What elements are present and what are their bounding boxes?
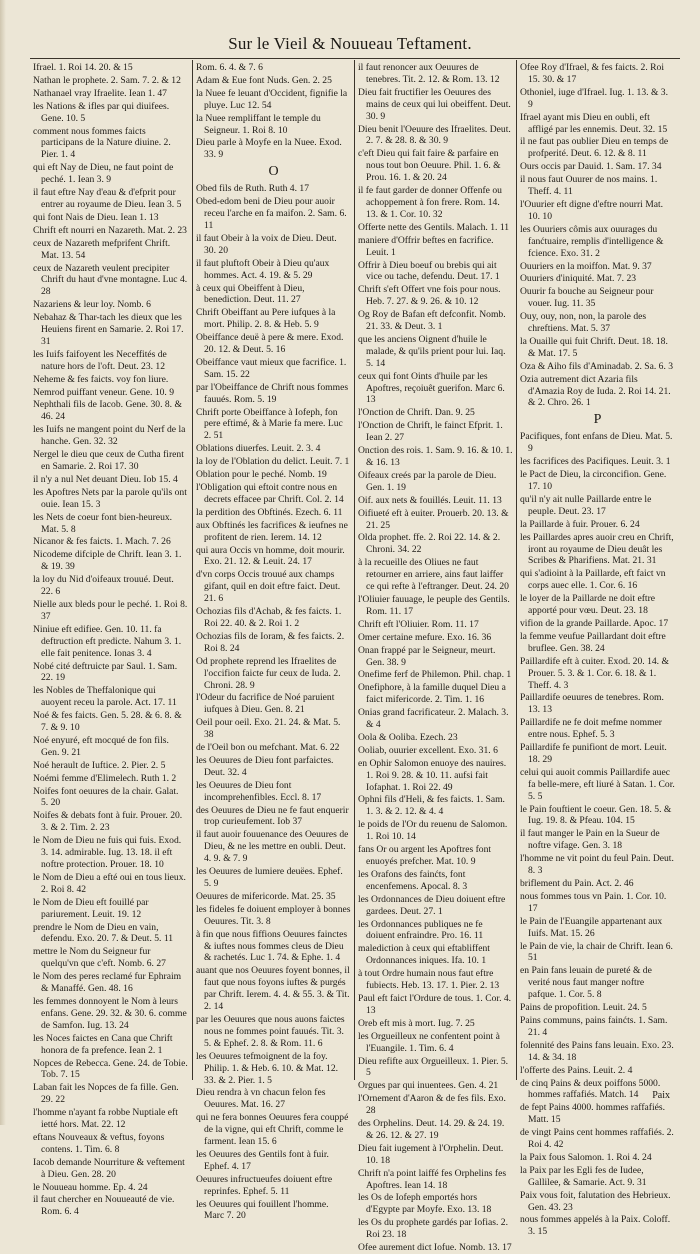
index-entry: Paillardife oeuures de tenebres. Rom. 13. 13 (520, 692, 664, 716)
index-entry: Orgues par qui inuentees. Gen. 4. 21 (358, 1080, 499, 1092)
index-entry: folennité des Pains fans leuain. Exo. 23. 14. & 34. 18 (520, 1039, 674, 1063)
index-entry: le Nom de Dieu ne fuis qui fuis. Exod. 3. 14. admirable. Iug. 13. 18. il eft noftre protection. Prouer. 18. 10 (33, 835, 182, 870)
index-entry: Oif. aux nets & fouillés. Leuit. 11. 13 (358, 494, 502, 506)
index-entry: celui qui auoit commis Paillardife auec fa belle-mere, eft liuré à Satan. 1. Cor. 5. 5 (520, 766, 675, 802)
index-entry: Nicanor & fes faicts. 1. Mach. 7. 26 (33, 536, 171, 548)
index-entry: Ochozias fils de Ioram, & fes faicts. 2. Roi 8. 24 (196, 630, 345, 654)
index-entry: par l'Obeiffance de Chrift nous fommes fauués. Rom. 5. 19 (196, 381, 349, 405)
index-entry: Nergel le dieu que ceux de Cutha firent en Samarie. 2. Roi 17. 30 (33, 449, 184, 472)
index-entry: les Oeuures tefmoignent de la foy. Philip. 1. & Heb. 6. 10. & Mat. 12. 33. & 2. Pier. 1. 5 (196, 1050, 339, 1086)
index-entry: Noifes & debats font à fuir. Prouer. 20. 3. & 2. Tim. 2. 23 (33, 810, 183, 834)
index-entry: Onefime ferf de Philemon. Phil. chap. 1 (358, 669, 512, 681)
catchword: Paix (652, 1090, 670, 1101)
index-entry: il faut manger le Pain en la Sueur de noftre vifage. Gen. 3. 18 (520, 828, 660, 852)
index-entry: les Nets de coeur font bien-heureux. Mat. 5. 8 (33, 511, 173, 535)
index-entry: les facrifices des Pacifiques. Leuit. 3. 1 (520, 456, 671, 468)
index-entry: des Oeuures de Dieu ne fe faut enquerir trop curieufement. Iob 37 (196, 804, 349, 828)
index-entry: Offerte nette des Gentils. Malach. 1. 11 (358, 221, 510, 233)
index-entry: Oblations diuerfes. Leuit. 2. 3. 4 (196, 443, 321, 455)
index-entry: en Pain fans leuain de pureté & de verité nous faut manger noftre pafque. 1. Cor. 5. 8 (520, 965, 652, 1001)
index-entry: Noé & fes faicts. Gen. 5. 28. & 6. 8. & 7. & 9. 10 (33, 710, 182, 734)
index-entry: Paillardife fe punifiont de mort. Leuit. 18. 29 (520, 742, 667, 765)
index-entry: qui font Nais de Dieu. Iean 1. 13 (33, 211, 159, 223)
index-entry: Oblation pour le peché. Nomb. 19 (196, 469, 327, 481)
index-entry: les Orgueilleux ne confentent point à l'Euangile. 1. Tim. 6. 4 (358, 1030, 500, 1054)
index-entry: Nielle aux bleds pour le peché. 1. Roi 8. 37 (33, 598, 188, 622)
index-entry: l'homme ne vit point du feul Pain. Deut. 8. 3 (520, 853, 674, 877)
index-entry: Laban fait les Nopces de fa fille. Gen. 29. 22 (33, 1082, 179, 1106)
index-entry: Chrift Obeiffant au Pere iufques à la mort. Philip. 2. 8. & Heb. 5. 9 (196, 307, 336, 331)
index-entry: le Nom de Dieu eft fouillé par pariurement. Leuit. 19. 12 (33, 896, 149, 920)
index-entry: la Paix fous Salomon. 1. Roi 4. 24 (520, 1151, 652, 1163)
index-entry: Oifeaux creés par la parole de Dieu. Gen. 1. 19 (358, 469, 497, 493)
index-entry: à tout Ordre humain nous faut eftre fubiects. Heb. 13. 17. 1. Pier. 2. 13 (358, 968, 500, 992)
index-entry: le poids de l'Or du reuenu de Salomon. 1. Roi 10. 14 (358, 819, 508, 843)
index-entry: Iacob demande Nourriture & veftement à Dieu. Gen. 28. 20 (33, 1156, 185, 1180)
column-divider (192, 60, 193, 1080)
index-entry: de vingt Pains cent hommes raffafiés. 2. Roi 4. 42 (520, 1127, 674, 1151)
index-entry: les Nations & ifles par qui diuifees. Gene. 10. 5 (33, 100, 170, 124)
index-column-3 (358, 62, 513, 1254)
index-entry: le Pain de l'Euangile appartenant aux Iuifs. Mat. 15. 26 (520, 915, 663, 939)
index-entry: les Oeuures des Gentils font à fuir. Ephef. 4. 17 (196, 1148, 329, 1172)
index-entry: Onefiphore, à la famille duquel Dieu a faict mifericorde. 2. Tim. 1. 16 (358, 682, 506, 706)
index-entry: nous fommes tous vn Pain. 1. Cor. 10. 17 (520, 890, 667, 914)
index-entry: il faut eftre Nay d'eau & d'efprit pour entrer au royaume de Dieu. Iean 3. 5 (33, 187, 182, 210)
index-entry: Oeuures de mifericorde. Mat. 25. 35 (196, 890, 336, 902)
index-entry: qui eft Nay de Dieu, ne faut point de peché. 1. Iean 3. 9 (33, 162, 174, 186)
index-entry: Chrift eft l'Oliuier. Rom. 11. 17 (358, 618, 479, 630)
index-entry: Paillardife eft à cuiter. Exod. 20. 14. & Prouer. 5. 3. & 1. Cor. 6. 18. & 1. Theff. 4. 3 (520, 655, 669, 691)
index-entry: des Orphelins. Deut. 14. 29. & 24. 19. & 26. 12. & 27. 19 (358, 1118, 505, 1141)
index-entry: Chrift s'eft Offert vne fois pour nous. Heb. 7. 27. & 9. 26. & 10. 12 (358, 284, 501, 308)
index-entry: les femmes donnoyent le Nom à leurs enfans. Gene. 29. 32. & 30. 6. comme de Samfon. Iug. 13. 24 (33, 995, 187, 1031)
index-entry: de cinq Pains & deux poiffons 5000. hommes raffafiés. Match. 14 (520, 1077, 661, 1101)
index-entry: Noé herault de Iuftice. 2. Pier. 2. 5 (33, 759, 166, 771)
index-entry: le Nouueau homme. Ep. 4. 24 (33, 1181, 148, 1193)
index-entry: Paix vous foit, falutation des Hebrieux. Gen. 43. 23 (520, 1189, 671, 1213)
index-entry: il fe faut garder de donner Offenfe ou achoppement à fon frere. Rom. 14. 13. & 1. Cor. 10. 32 (358, 185, 502, 220)
index-entry: Nemrod puiffant veneur. Gene. 10. 9 (33, 386, 175, 398)
index-entry: les Iuifs faifoyent les Neceffités de nature hors de l'oft. Deut. 23. 12 (33, 348, 167, 372)
index-entry: la loy de l'Oblation du delict. Leuit. 7. 1 (196, 456, 350, 468)
index-entry: les Orafons des fainćts, font encenfemens. Apocal. 8. 3 (358, 868, 468, 892)
index-entry: la Paix par les Egli fes de Iudee, Gallilee, & Samarie. Act. 9. 31 (520, 1164, 647, 1188)
index-entry: le Pain de vie, la chair de Chrift. Iean 6. 51 (520, 940, 673, 964)
index-entry: en Ophir Salomon enuoye des nauires. 1. Roi 9. 28. & 10. 11. aufsi fait Iofaphat. 1. Roi 22. 49 (358, 757, 507, 793)
index-entry: Ofee aurement dict Iofue. Nomb. 13. 17 (358, 1242, 512, 1254)
index-entry: Onan frappé par le Seigneur, meurt. Gen. 38. 9 (358, 644, 496, 668)
index-entry: il faut pluftoft Obeir à Dieu qu'aux hommes. Act. 4. 19. & 5. 29 (196, 257, 330, 281)
index-entry: Nathanael vray Ifraelite. Iean 1. 47 (33, 87, 167, 99)
index-entry: le loyer de la Paillarde ne doit eftre apporté pour vœu. Deut. 23. 18 (520, 593, 656, 617)
index-entry: Oifiueté eft à euiter. Prouerb. 20. 13. & 21. 25 (358, 507, 509, 531)
index-entry: Paul eft faict l'Ordure de tous. 1. Cor. 4. 13 (358, 992, 512, 1016)
index-entry: l'offerte des Pains. Leuit. 2. 4 (520, 1064, 633, 1076)
index-entry: la femme veufue Paillardant doit eftre bruflee. Gen. 38. 24 (520, 630, 666, 654)
index-entry: Obeiffance deuë à pere & mere. Exod. 20. 12. & Deut. 5. 16 (196, 332, 344, 356)
index-entry: Nephthali fils de Iacob. Gene. 30. 8. & 46. 24 (33, 399, 182, 423)
index-entry: les Nobles de Theffalonique qui auoyent receu la parole. Act. 17. 11 (33, 685, 177, 709)
index-entry: l'Ouurier eft digne d'eftre nourri Mat. 10. 10 (520, 198, 664, 222)
index-entry: Dieu parle à Moyfe en la Nuee. Exod. 33. 9 (196, 137, 342, 161)
index-entry: Ouuriers d'iniquité. Mat. 7. 23 (520, 273, 637, 285)
index-entry: qui s'adioint à la Paillarde, eft faict vn corps auec elle. 1. Cor. 6. 16 (520, 568, 666, 592)
index-entry: les Noces faictes en Cana que Chrift honora de fa prefence. Iean 2. 1 (33, 1032, 173, 1056)
index-entry: que les anciens Oignent d'huile le malade, & qu'ils prient pour lui. Iaq. 5. 14 (358, 333, 506, 369)
index-entry: il nous faut Ouurer de nos mains. 1. Theff. 4. 11 (520, 174, 658, 198)
index-entry: Nicodeme difciple de Chrift. Iean 3. 1. & 19. 39 (33, 549, 182, 573)
index-entry: les Oeuures de Dieu font incomprehenfibles. Eccl. 8. 17 (196, 779, 322, 803)
index-entry: Niniue eft edifiee. Gen. 10. 11. fa deftruction eft predicte. Nahum 3. 1. elle fait penitence. Ionas 3. 4 (33, 623, 182, 659)
index-entry: Chrift n'a point laiffé fes Orphelins fes Apoftres. Iean 14. 18 (358, 1167, 507, 1191)
index-entry: fans Or ou argent les Apoftres font enuoyés prefcher. Mat. 10. 9 (358, 844, 492, 867)
index-entry: Ouy, ouy, non, non, la parole des chreftiens. Mat. 5. 37 (520, 311, 647, 335)
index-entry: il faut auoir fouuenance des Oeuures de Dieu, & ne les mettre en oubli. Deut. 4. 9. & 7. 9 (196, 829, 349, 865)
index-entry: les Os du prophete gardés par Iofias. 2. Roi 23. 18 (358, 1217, 508, 1241)
index-entry: c'eft Dieu qui fait faire & parfaire en nous tout bon Oeuure. Phil. 1. 6. & Prou. 16. 1. & 20. 24 (358, 148, 501, 184)
index-entry: Ochozias fils d'Achab, & fes faicts. 1. Roi 22. 40. & 2. Roi 1. 2 (196, 606, 342, 629)
index-entry: Ophni fils d'Heli, & fes faicts. 1. Sam. 1. 3. & 2. 12. & 4. 4 (358, 794, 505, 818)
index-entry: Offrir à Dieu boeuf ou brebis qui ait vice ou tache, defendu. Deut. 17. 1 (358, 259, 500, 283)
index-entry: Noémi femme d'Elimelech. Ruth 1. 2 (33, 772, 177, 784)
index-entry: Chrift eft nourri en Nazareth. Mat. 2. 23 (33, 224, 187, 236)
index-entry: Ifrael ayant mis Dieu en oubli, eft affligé par les ennemis. Deut. 32. 15 (520, 111, 668, 135)
index-entry: l'homme n'ayant fa robbe Nuptiale eft ietté hors. Mat. 22. 12 (33, 1107, 178, 1131)
index-entry: Paillardife ne fe doit mefme nommer entre nous. Ephef. 5. 3 (520, 717, 662, 741)
index-entry: Chrift porte Obeiffance à Iofeph, fon pere eftimé, & à Marie fa mere. Luc 2. 51 (196, 406, 343, 442)
index-entry: Othoniel, iuge d'Ifrael. Iug. 1. 13. & 3. 9 (520, 86, 669, 110)
index-entry: l'Odeur du facrifice de Noé paruient iufques à Dieu. Gen. 8. 21 (196, 692, 335, 716)
index-entry: il faut renoncer aux Oeuures de tenebres. Tit. 2. 12. & Rom. 13. 12 (358, 62, 500, 85)
index-entry: Neheme & fes faicts. voy fon liure. (33, 373, 169, 385)
index-entry: Rom. 6. 4. & 7. 6 (196, 62, 263, 73)
index-entry: Pains de propofition. Leuit. 24. 5 (520, 1002, 647, 1014)
index-entry: Nebahaz & Thar-tach les dieux que les Heuiens firent en Samarie. 2. Roi 17. 31 (33, 312, 184, 347)
index-entry: auant que nos Oeuures foyent bonnes, il faut que nous foyons iuftes & purgés par Chrift. Ierem. 4. 4. & 55. 3. & Tit. 2. 14 (196, 965, 350, 1013)
index-column-1 (33, 62, 188, 1218)
header-rule (30, 58, 680, 59)
index-entry: Nopces de Rebecca. Gene. 24. de Tobie. Tob. 7. 15 (33, 1057, 188, 1081)
index-entry: les Os de Iofeph emportés hors d'Egypte par Moyfe. Exo. 13. 18 (358, 1192, 492, 1216)
index-entry: ceux de Nazareth veulent precipiter Chrift du haut d'vne montagne. Luc 4. 28 (33, 262, 188, 298)
index-entry: les Apoftres Nets par la parole qu'ils ont ouie. Iean 15. 3 (33, 486, 187, 510)
index-entry: qui ne fera bonnes Oeuures fera couppé de la vigne, qui eft Chrift, comme le farment. Iean 15. 6 (196, 1112, 349, 1148)
index-entry: de l'Oeil bon ou mefchant. Mat. 6. 22 (196, 742, 340, 754)
index-entry: vifion de la grande Paillarde. Apoc. 17 (520, 617, 669, 629)
index-entry: il n'y a nul Net deuant Dieu. Iob 15. 4 (33, 473, 178, 485)
index-entry: Adam & Eue font Nuds. Gen. 2. 25 (196, 74, 332, 86)
index-entry: mettre le Nom du Seigneur fur quelqu'vn que c'eft. Nomb. 6. 27 (33, 946, 166, 970)
index-entry: Og Roy de Bafan eft defconfit. Nomb. 21. 33. & Deut. 3. 1 (358, 309, 506, 333)
section-letter: P (593, 412, 602, 428)
index-entry: ceux qui font Oints d'huile par les Apoftres, reçoiuêt guerifon. Marc 6. 13 (358, 370, 505, 406)
index-entry: Olda prophet. ffe. 2. Roi 22. 14. & 2. Chroni. 34. 22 (358, 532, 501, 556)
index-entry: Ours occis par Dauid. 1. Sam. 17. 34 (520, 161, 662, 173)
index-entry: Oeuures infructueufes doiuent eftre reprinfes. Ephef. 5. 11 (196, 1173, 333, 1197)
index-entry: il ne faut pas oublier Dieu en temps de profperité. Deut. 6. 12. & 8. 11 (520, 136, 669, 160)
index-entry: le Nom de Dieu a efté oui en tous lieux. 2. Roi 8. 42 (33, 871, 186, 895)
index-entry: la Nuee rempliffant le temple du Seigneur. 1. Roi 8. 10 (196, 112, 321, 136)
index-entry: Ifrael. 1. Roi 14. 20. & 15 (33, 62, 133, 73)
index-entry: par les Oeuures que nous auons faictes nous ne fommes point fauués. Tit. 3. 5. & Ephef. 2. 8. & Rom. 11. 6 (196, 1013, 345, 1049)
index-entry: eftans Nouveaux & veftus, foyons contens. 1. Tim. 6. 8 (33, 1131, 165, 1155)
index-entry: nous fommes appelés à la Paix. Coloff. 3. 15 (520, 1214, 671, 1238)
index-entry: Obed-edom beni de Dieu pour auoir receu l'arche en fa maifon. 2. Sam. 6. 11 (196, 196, 347, 231)
index-entry: Ozia autrement dict Azaria fils d'Amazia Roy de Iuda. 2. Roi 14. 21. & 2. Chro. 26. 1 (520, 373, 671, 409)
index-entry: Ooliab, ouurier excellent. Exo. 31. 6 (358, 744, 498, 756)
index-entry: il faut chercher en Nouueauté de vie. Rom. 6. 4 (33, 1194, 175, 1218)
index-entry: Nazariens & leur loy. Nomb. 6 (33, 299, 151, 311)
index-entry: l'Oliuier fauuage, le peuple des Gentils. Rom. 11. 17 (358, 593, 510, 617)
index-entry: il faut Obeir à la voix de Dieu. Deut. 30. 20 (196, 232, 337, 256)
index-entry: comment nous fommes faicts participans de la Nature diuine. 2. Pier. 1. 4 (33, 125, 171, 161)
index-entry: la loy du Nid d'oifeaux trouué. Deut. 22. 6 (33, 574, 174, 598)
index-entry: les Oeuures de lumiere deuëes. Ephef. 5. 9 (196, 866, 343, 889)
page-edge-shadow (0, 0, 6, 1125)
running-header: Sur le Vieil & Nouueau Teftament. (228, 34, 472, 53)
index-entry: prendre le Nom de Dieu en vain, defendu. Exo. 20. 7. & Deut. 5. 11 (33, 921, 174, 945)
index-entry: les Oeuures qui fouillent l'homme. Marc 7. 20 (196, 1198, 329, 1222)
index-entry: Noifes font oeuures de la chair. Galat. 5. 20 (33, 785, 179, 809)
index-entry: briflement du Pain. Act. 2. 46 (520, 878, 634, 889)
index-entry: Oola & Ooliba. Ezech. 23 (358, 731, 458, 743)
index-entry: l'Onction de Chrift, le fainct Efprit. 1. Iean 2. 27 (358, 420, 503, 444)
index-entry: Onction des rois. 1. Sam. 9. 16. & 10. 1. & 16. 13 (358, 445, 513, 468)
index-entry: Omer certaine mefure. Exo. 16. 36 (358, 631, 492, 643)
section-letter: O (268, 164, 279, 180)
index-entry: de fept Pains 4000. hommes raffafiés. Matt. 15 (520, 1102, 666, 1126)
index-entry: la Ouaille qui fuit Chrift. Deut. 18. 18. & Mat. 17. 5 (520, 335, 668, 359)
index-entry: le Pain fouftient le coeur. Gen. 18. 5. & Iug. 19. 8. & Pfeau. 104. 15 (520, 803, 672, 827)
index-entry: à la recueille des Oliues ne faut retourner en arriere, ains faut laiffer ce qui refte à l'eftranger. Deut. 24. 20 (358, 557, 509, 593)
index-entry: les Oeuures de Dieu font parfaictes. Deut. 32. 4 (196, 754, 334, 778)
index-entry: à fin que nous fiffions Oeuures fainctes & iuftes nous fommes cleus de Dieu & rachetés. Luc 1. 74. & Ephe. 1. 4 (196, 928, 348, 964)
index-entry: les Ouuriers cômis aux ouurages du fanćtuaire, remplis d'intelligence & fcience. Exo. 31. 2 (520, 223, 664, 259)
index-column-4 (520, 62, 675, 1238)
index-entry: Oreb eft mis à mort. Iug. 7. 25 (358, 1017, 475, 1029)
index-entry: le Nom des peres reclamé fur Ephraim & Manaffé. Gen. 48. 16 (33, 971, 182, 995)
index-entry: l'Obligation qui eftoit contre nous en decrets effacee par Chrift. Col. 2. 14 (196, 482, 344, 505)
index-entry: Ouurir fa bouche au Seigneur pour vouer. Iug. 11. 35 (520, 286, 654, 310)
index-entry: les Paillardes apres auoir creu en Chrift, iront au royaume de Dieu deuât les Scribes & Pharifiens. Mat. 21. 31 (520, 531, 674, 567)
index-entry: Pains communs, pains fainćts. 1. Sam. 21. 4 (520, 1014, 668, 1038)
index-entry: Dieu rendra à vn chacun felon fes Oeuures. Mat. 16. 27 (196, 1087, 326, 1111)
index-entry: les Iuifs ne mangent point du Nerf de la hanche. Gen. 32. 32 (33, 424, 186, 448)
index-entry: Ouuriers en la moiffon. Mat. 9. 37 (520, 260, 652, 272)
index-entry: Oeil pour oeil. Exo. 21. 24. & Mat. 5. 38 (196, 717, 341, 741)
index-entry: les fideles fe doiuent employer à bonnes Oeuures. Tit. 3. 8 (196, 903, 351, 927)
index-entry: malediction à ceux qui eftabliffent Ordonnances iniques. Ifa. 10. 1 (358, 943, 490, 967)
index-entry: Nathan le prophete. 2. Sam. 7. 2. & 12 (33, 74, 181, 86)
index-entry: Dieu benit l'Oeuure des Ifraelites. Deut. 2. 7. & 28. 8. & 30. 9 (358, 123, 511, 147)
index-entry: Noé enyuré, eft mocqué de fon fils. Gen. 9. 21 (33, 734, 169, 758)
column-divider (516, 60, 517, 1080)
index-entry: la Nuee fe leuant d'Occident, fignifie la pluye. Luc 12. 54 (196, 87, 348, 111)
index-entry: les Ordonnances publiques ne fe doiuent enfraindre. Pro. 16. 11 (358, 918, 484, 942)
index-entry: qui aura Occis vn homme, doit mourir. Exo. 21. 12. & Leuit. 24. 17 (196, 544, 345, 568)
index-entry: Obed fils de Ruth. Ruth 4. 17 (196, 183, 309, 195)
column-divider (354, 60, 355, 1080)
index-entry: la perdition des Obftinés. Ezech. 6. 11 (196, 506, 343, 518)
index-entry: Dieu fait fructifier les Oeuures des mains de ceux qui lui obeiffent. Deut. 30. 9 (358, 86, 511, 122)
index-entry: l'Ornement d'Aaron & de fes fils. Exo. 28 (358, 1093, 506, 1117)
index-entry: qu'il n'y ait nulle Paillarde entre le peuple. Deut. 23. 17 (520, 493, 652, 517)
index-entry: Pacifiques, font enfans de Dieu. Mat. 5. 9 (520, 431, 673, 455)
index-entry: à ceux qui Obeiffent à Dieu, benediction. Deut. 11. 27 (196, 282, 305, 306)
index-entry: la Paillarde à fuir. Prouer. 6. 24 (520, 518, 640, 530)
index-entry: les Ordonnances de Dieu doiuent eftre gardees. Deut. 27. 1 (358, 893, 506, 917)
index-entry: Onias grand facrificateur. 2. Malach. 3. & 4 (358, 707, 509, 731)
index-entry: Dieu fait iugement à l'Orphelin. Deut. 10. 18 (358, 1142, 504, 1166)
index-entry: ceux de Nazareth mefprifent Chrift. Mat. 13. 54 (33, 237, 171, 261)
index-entry: Od prophete reprend les Ifraelites de l'occifion faicte fur ceux de Iuda. 2. Chroni. 28. 9 (196, 655, 341, 691)
index-entry: Oza & Aiho fils d'Aminadab. 2. Sa. 6. 3 (520, 360, 674, 372)
index-entry: d'vn corps Occis trouué aux champs gifant, quil en doit eftre faict. Deut. 21. 6 (196, 569, 341, 605)
index-entry: Obeiffance vaut mieux que facrifice. 1. Sam. 15. 22 (196, 356, 347, 380)
index-column-2 (196, 62, 351, 1222)
index-entry: Nobé cité deftruicte par Saul. 1. Sam. 22. 19 (33, 660, 178, 684)
index-entry: Dieu refifte aux Orgueilleux. 1. Pier. 5. 5 (358, 1055, 509, 1079)
index-entry: maniere d'Offrir beftes en facrifice. Leuit. 1 (358, 234, 494, 258)
index-entry: le Pact de Dieu, la circoncifion. Gene. 17. 10 (520, 469, 667, 492)
index-entry: Ofee Roy d'Ifrael, & fes faicts. 2. Roi 15. 30. & 17 (520, 62, 664, 85)
index-entry: aux Obftinés les facrifices & ieufnes ne profitent de rien. Ierem. 14. 12 (196, 519, 348, 543)
index-entry: l'Onction de Chrift. Dan. 9. 25 (358, 407, 475, 419)
